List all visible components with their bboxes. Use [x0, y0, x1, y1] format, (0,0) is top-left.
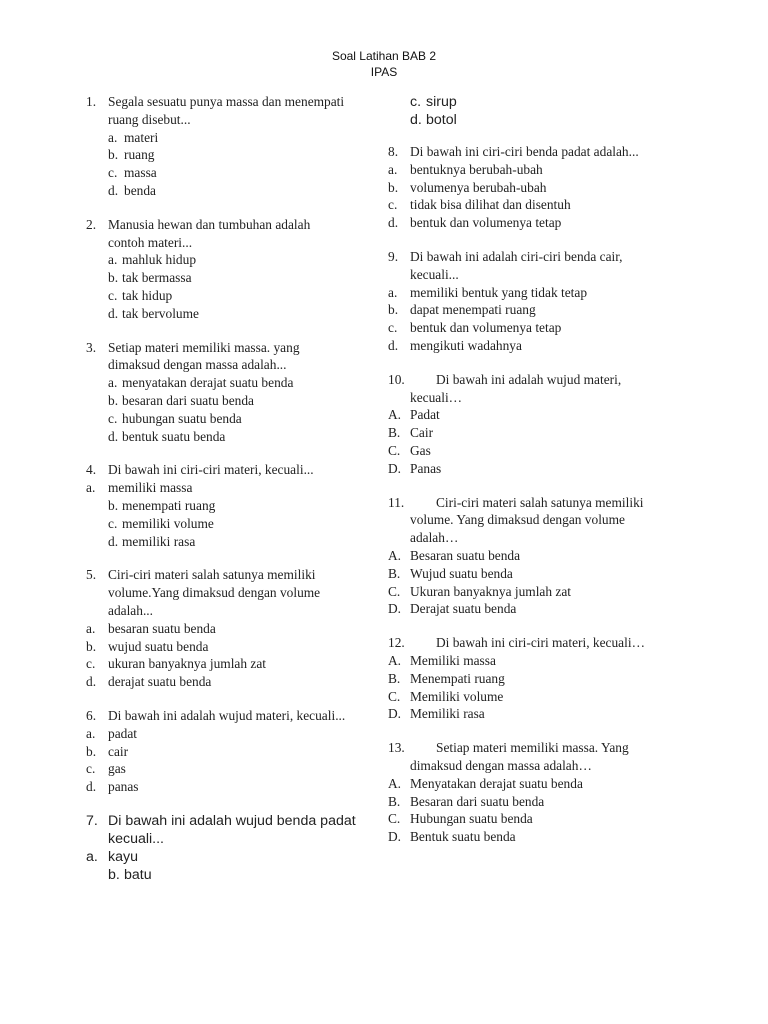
option-text: Menempati ruang	[410, 670, 505, 686]
option-a[interactable]	[388, 284, 708, 302]
option-label: b.	[86, 638, 97, 654]
option-text: memiliki bentuk yang tidak tetap	[410, 284, 588, 300]
option-text: gas	[108, 761, 126, 777]
option-text: hubungan suatu benda	[122, 410, 242, 426]
question-text: Di bawah ini ciri-ciri materi, kecuali…	[436, 635, 645, 651]
option-b[interactable]	[388, 793, 708, 811]
question-text: volume.Yang dimaksud dengan volume	[108, 585, 321, 601]
option-label: D.	[388, 460, 402, 476]
option-c[interactable]	[388, 810, 708, 828]
option-label: d.	[388, 337, 399, 353]
option-text: Padat	[410, 407, 440, 423]
option-label: B.	[388, 670, 401, 686]
question-number: 7.	[86, 812, 98, 829]
option-text: Memiliki volume	[410, 688, 504, 704]
option-text: memiliki volume	[122, 515, 214, 531]
option-label: A.	[388, 547, 402, 563]
question-10	[388, 371, 708, 478]
option-label: D.	[388, 601, 402, 617]
option-label: c.	[108, 515, 118, 531]
option-label: b.	[108, 147, 119, 163]
question-number: 10.	[388, 371, 405, 387]
option-text: Menyatakan derajat suatu benda	[410, 775, 583, 791]
question-text: kecuali...	[410, 266, 459, 282]
option-b[interactable]	[86, 866, 381, 884]
option-label: b.	[86, 743, 97, 759]
option-label: a.	[108, 252, 118, 268]
option-c[interactable]	[388, 583, 708, 601]
option-text: tak bervolume	[122, 305, 199, 321]
question-number: 2.	[86, 216, 97, 232]
option-b[interactable]	[86, 269, 381, 287]
question-text: Di bawah ini ciri-ciri materi, kecuali...	[108, 462, 314, 478]
question-number: 4.	[86, 462, 97, 478]
option-a[interactable]	[86, 725, 381, 743]
question-text: Manusia hewan dan tumbuhan adalah	[108, 216, 311, 232]
option-label: d.	[86, 779, 97, 795]
option-a[interactable]	[86, 251, 381, 269]
option-text: mengikuti wadahnya	[410, 337, 522, 353]
option-text: volumenya berubah-ubah	[410, 179, 547, 195]
option-c[interactable]	[388, 688, 708, 706]
question-8	[388, 143, 708, 232]
option-label: C.	[388, 688, 401, 704]
option-label: b.	[388, 302, 399, 318]
question-number: 3.	[86, 339, 97, 355]
option-a[interactable]	[86, 620, 381, 638]
option-label: A.	[388, 407, 402, 423]
question-text: volume. Yang dimaksud dengan volume	[410, 512, 625, 528]
left-column	[86, 93, 381, 900]
option-d[interactable]	[388, 214, 708, 232]
option-b[interactable]	[86, 497, 381, 515]
option-label: c.	[388, 320, 398, 336]
option-b[interactable]	[388, 670, 708, 688]
option-text: ruang	[124, 147, 155, 163]
option-label: a.	[108, 129, 118, 145]
option-d[interactable]	[86, 533, 381, 551]
option-text: menempati ruang	[122, 497, 216, 513]
option-label: C.	[388, 811, 401, 827]
question-text: Di bawah ini adalah wujud benda padat	[108, 812, 356, 829]
option-text: cair	[108, 743, 129, 759]
right-column	[388, 93, 708, 862]
option-label: c.	[86, 656, 96, 672]
question-11	[388, 494, 708, 619]
option-text: benda	[124, 182, 156, 198]
option-label: d.	[108, 182, 119, 198]
option-d[interactable]	[388, 460, 708, 478]
option-label: B.	[388, 425, 401, 441]
option-c[interactable]	[388, 93, 708, 111]
question-5	[86, 566, 381, 691]
option-text: besaran dari suatu benda	[122, 392, 254, 408]
option-text: Panas	[410, 460, 442, 476]
option-text: massa	[124, 165, 157, 181]
question-text: Ciri-ciri materi salah satunya memiliki	[436, 494, 644, 510]
option-d[interactable]	[388, 600, 708, 618]
question-number: 13.	[388, 740, 405, 756]
option-text: Besaran dari suatu benda	[410, 793, 545, 809]
option-text: bentuk dan volumenya tetap	[410, 320, 562, 336]
question-text: Di bawah ini adalah wujud materi, kecuali...	[108, 707, 346, 723]
option-a[interactable]	[86, 374, 381, 392]
option-c[interactable]	[86, 655, 381, 673]
question-7	[86, 812, 381, 884]
option-label: b.	[388, 179, 399, 195]
option-label: b.	[108, 392, 119, 408]
option-label: c.	[108, 165, 118, 181]
option-label: a.	[108, 375, 118, 391]
option-b[interactable]	[388, 179, 708, 197]
option-text: ukuran banyaknya jumlah zat	[108, 656, 267, 672]
question-13	[388, 739, 708, 846]
option-a[interactable]	[388, 775, 708, 793]
option-text: Memiliki massa	[410, 652, 496, 668]
question-number: 6.	[86, 707, 97, 723]
option-label: d.	[108, 533, 119, 549]
option-text: materi	[124, 129, 159, 145]
option-label: d.	[410, 112, 422, 128]
question-9	[388, 248, 708, 355]
option-c[interactable]	[86, 164, 381, 182]
option-a[interactable]	[86, 848, 381, 866]
document-title: Soal Latihan BAB 2	[331, 49, 437, 63]
option-label: D.	[388, 706, 402, 722]
option-label: a.	[388, 284, 398, 300]
option-label: A.	[388, 775, 402, 791]
option-label: d.	[388, 215, 399, 231]
option-text: Ukuran banyaknya jumlah zat	[410, 583, 572, 599]
option-text: memiliki massa	[108, 480, 193, 496]
option-text: botol	[426, 112, 457, 128]
option-label: c.	[388, 197, 398, 213]
option-d[interactable]	[86, 182, 381, 200]
question-text: Setiap materi memiliki massa. Yang	[436, 740, 629, 756]
option-label: c.	[108, 410, 118, 426]
option-b[interactable]	[86, 146, 381, 164]
option-text: menyatakan derajat suatu benda	[122, 375, 294, 391]
option-text: memiliki rasa	[122, 533, 196, 549]
option-label: b.	[108, 270, 119, 286]
option-text: Wujud suatu benda	[410, 565, 513, 581]
option-text: tak hidup	[122, 287, 173, 303]
option-text: besaran suatu benda	[108, 620, 216, 636]
question-text: Segala sesuatu punya massa dan menempati	[108, 94, 345, 109]
option-text: Bentuk suatu benda	[410, 829, 516, 845]
option-text: padat	[108, 725, 137, 741]
option-c[interactable]	[86, 515, 381, 533]
question-text: adalah…	[410, 530, 459, 546]
option-text: Cair	[410, 425, 434, 441]
option-label: c.	[86, 761, 96, 777]
option-c[interactable]	[86, 760, 381, 778]
option-d[interactable]	[86, 778, 381, 796]
option-label: a.	[86, 848, 98, 865]
option-text: Besaran suatu benda	[410, 547, 521, 563]
option-label: a.	[86, 620, 96, 636]
question-12	[388, 634, 708, 723]
option-text: Gas	[410, 442, 431, 458]
option-d[interactable]	[388, 705, 708, 723]
option-a[interactable]	[86, 129, 381, 147]
option-text: sirup	[426, 94, 457, 110]
option-label: b.	[108, 866, 120, 883]
question-number: 11.	[388, 494, 405, 510]
option-a[interactable]	[388, 161, 708, 179]
option-label: c.	[108, 287, 118, 303]
question-number: 8.	[388, 144, 399, 159]
option-label: D.	[388, 829, 402, 845]
question-text: ruang disebut...	[108, 111, 191, 127]
option-label: a.	[86, 725, 96, 741]
question-number: 9.	[388, 248, 399, 264]
question-3	[86, 339, 381, 446]
option-b[interactable]	[388, 565, 708, 583]
question-text: contoh materi...	[108, 234, 193, 250]
question-4	[86, 461, 381, 550]
option-a[interactable]	[86, 479, 381, 497]
option-d[interactable]	[388, 337, 708, 355]
option-text: mahluk hidup	[122, 252, 197, 268]
option-c[interactable]	[388, 442, 708, 460]
option-c[interactable]	[86, 287, 381, 305]
option-label: a.	[86, 480, 96, 496]
question-2	[86, 216, 381, 323]
option-d[interactable]	[86, 428, 381, 446]
question-text: dimaksud dengan massa adalah...	[108, 357, 287, 373]
option-label: B.	[388, 565, 401, 581]
option-c[interactable]	[388, 319, 708, 337]
option-d[interactable]	[86, 305, 381, 323]
option-label: d.	[86, 674, 97, 690]
question-6	[86, 707, 381, 796]
option-label: d.	[108, 428, 119, 444]
option-d[interactable]	[388, 828, 708, 846]
question-text: kecuali...	[108, 830, 164, 847]
option-label: C.	[388, 583, 401, 599]
option-label: c.	[410, 94, 422, 110]
option-label: A.	[388, 652, 402, 668]
option-text: dapat menempati ruang	[410, 302, 536, 318]
question-text: Di bawah ini adalah ciri-ciri benda cair,	[410, 248, 623, 264]
question-text: Ciri-ciri materi salah satunya memiliki	[108, 567, 316, 583]
question-7-continued	[388, 93, 708, 129]
option-b[interactable]	[388, 424, 708, 442]
option-d[interactable]	[388, 111, 708, 129]
question-text: adalah...	[108, 602, 153, 618]
option-text: Memiliki rasa	[410, 706, 485, 722]
question-number: 12.	[388, 635, 405, 651]
option-label: b.	[108, 497, 119, 513]
option-text: batu	[124, 866, 152, 883]
option-text: bentuk dan volumenya tetap	[410, 215, 562, 231]
option-a[interactable]	[388, 406, 708, 424]
option-text: bentuknya berubah-ubah	[410, 161, 543, 177]
option-text: wujud suatu benda	[108, 638, 209, 654]
question-number: 5.	[86, 567, 97, 583]
option-label: C.	[388, 442, 401, 458]
question-1	[86, 93, 381, 200]
option-label: a.	[388, 161, 398, 177]
option-text: tidak bisa dilihat dan disentuh	[410, 197, 571, 213]
question-text: Di bawah ini adalah wujud materi,	[436, 371, 622, 387]
option-text: Derajat suatu benda	[410, 601, 517, 617]
option-c[interactable]	[388, 196, 708, 214]
option-a[interactable]	[388, 652, 708, 670]
option-c[interactable]	[86, 410, 381, 428]
question-text: kecuali…	[410, 389, 463, 405]
option-d[interactable]	[86, 673, 381, 691]
question-number: 1.	[86, 94, 97, 109]
option-label: B.	[388, 793, 401, 809]
option-label: d.	[108, 305, 119, 321]
document-subtitle: IPAS	[370, 65, 398, 79]
option-text: Hubungan suatu benda	[410, 811, 533, 827]
option-b[interactable]	[388, 301, 708, 319]
option-text: kayu	[108, 848, 138, 865]
option-b[interactable]	[86, 743, 381, 761]
option-b[interactable]	[86, 392, 381, 410]
question-text: dimaksud dengan massa adalah…	[410, 757, 592, 773]
question-text: Di bawah ini ciri-ciri benda padat adalah...	[410, 144, 639, 159]
option-text: bentuk suatu benda	[122, 428, 226, 444]
option-a[interactable]	[388, 547, 708, 565]
question-text: Setiap materi memiliki massa. yang	[108, 339, 300, 355]
option-text: derajat suatu benda	[108, 674, 212, 690]
option-text: panas	[108, 779, 139, 795]
option-b[interactable]	[86, 638, 381, 656]
option-text: tak bermassa	[122, 270, 192, 286]
